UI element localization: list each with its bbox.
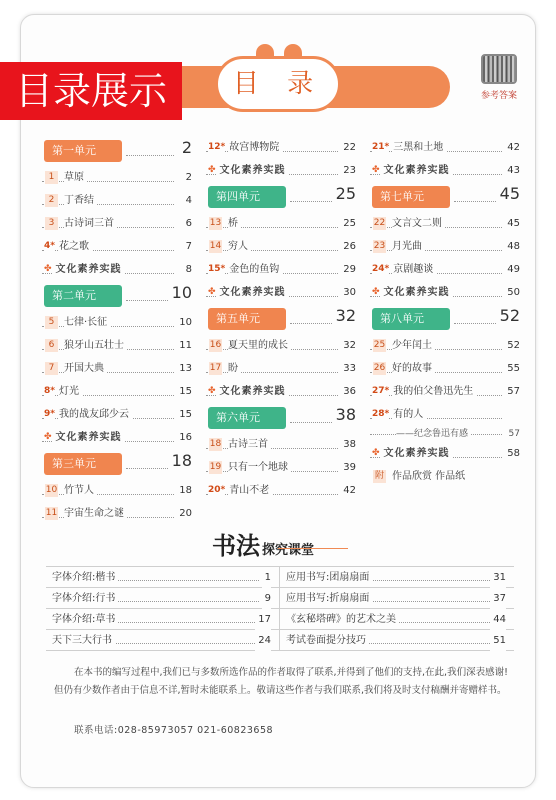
practice-leaf-icon: ✤ [208,386,216,396]
page-number: 51 [490,630,506,651]
lesson-number: 9* [44,409,55,419]
practice-title: 文化素养实践 [380,287,453,298]
leader-dots [370,372,502,373]
page-number: 29 [340,258,356,281]
lesson-title: 桥 [228,218,241,229]
leader-dots [454,323,502,324]
page-number: 15 [176,380,192,403]
leader-dots [42,204,174,205]
lesson-title: 京剧趣谈 [393,264,436,275]
page-number: 24 [255,630,271,651]
toc-entry[interactable] [42,166,192,189]
page-number: 44 [490,609,506,630]
heading-underline [278,548,348,549]
practice-entry[interactable] [42,426,192,449]
practice-entry[interactable] [206,380,356,403]
practice-title: 文化素养实践 [380,448,453,459]
page-number: 13 [176,357,192,380]
page-number: 57 [506,426,520,442]
page-number: 31 [490,567,506,588]
page-number: 10 [176,311,192,334]
qr-code-icon [481,54,517,84]
lesson-number: 7 [45,362,58,375]
toc-subtitle [370,426,520,442]
entry-title: 字体介绍:行书 [52,593,118,604]
toc-entry[interactable] [206,433,356,456]
entry-title: 考试卷面提分技巧 [286,635,369,646]
toc-entry[interactable] [206,479,356,502]
leader-dots [206,494,338,495]
appendix-entry[interactable] [370,465,520,489]
leader-dots [454,201,502,202]
unit-heading[interactable] [206,184,356,210]
unit-label: 第七单元 [372,186,450,208]
practice-title: 文化素养实践 [52,432,125,443]
practice-title: 文化素养实践 [216,386,289,397]
practice-leaf-icon: ✤ [372,287,380,297]
practice-entry[interactable] [206,281,356,304]
practice-leaf-icon: ✤ [372,448,380,458]
entry-title: 应用书写:团扇扇面 [286,572,372,583]
lesson-number: 21* [372,142,390,152]
page-title: 目 录 [215,56,341,112]
leader-dots [370,349,502,350]
unit-label: 第一单元 [44,140,122,162]
lesson-title: 灯光 [59,386,82,397]
lesson-title: 故宫博物院 [229,142,282,153]
table-row [46,609,514,630]
lesson-title: 丁香结 [64,195,97,206]
practice-leaf-icon: ✤ [372,165,380,175]
subtitle-text: ——纪念鲁迅有感 [396,429,471,439]
unit-heading[interactable] [370,306,520,332]
lesson-title: 盼 [228,363,241,374]
lesson-number: 14 [209,241,222,251]
lesson-number: 4* [44,241,55,251]
page-number: 10 [169,283,192,302]
lesson-number: 5 [45,316,58,329]
entry-title: 字体介绍:草书 [52,614,118,625]
leader-dots [206,250,338,251]
page-number: 42 [504,136,520,159]
toc-column-2 [206,136,356,502]
entry-title: 天下三大行书 [52,635,115,646]
lesson-title: 好的故事 [392,363,435,374]
leader-dots [370,250,502,251]
page-number: 1 [262,567,271,588]
lesson-title: 只有一个地球 [228,462,291,473]
qr-label: 参考答案 [480,91,517,101]
lesson-number: 6 [45,339,58,352]
leader-dots [290,323,338,324]
page-number: 38 [340,433,356,456]
lesson-number: 28* [372,409,390,419]
calligraphy-entry[interactable] [280,609,514,629]
appendix-mark: 附 [374,470,384,481]
page-number: 15 [176,403,192,426]
lesson-title: 宇宙生命之谜 [64,508,127,519]
toc-entry[interactable] [206,235,356,258]
leader-dots [370,418,502,419]
leader-dots [126,155,174,156]
page-number: 30 [340,281,356,304]
lesson-number: 1 [45,171,58,184]
page-number: 50 [504,281,520,304]
page-number: 4 [183,189,192,212]
lesson-title: 七律·长征 [64,317,110,328]
page-number: 58 [504,442,520,465]
toc-entry[interactable] [206,258,356,281]
lesson-number: 20* [208,485,226,495]
lesson-number: 22 [373,218,386,228]
contact-phone: 联系电话:028-85973057 021-60823658 [74,725,274,736]
page-number: 32 [340,334,356,357]
page-number: 48 [504,235,520,258]
lesson-title: 花之歌 [59,241,92,252]
unit-label: 第八单元 [372,308,450,330]
toc-entry[interactable] [370,136,520,159]
toc-entry[interactable] [206,212,356,235]
unit-label: 第四单元 [208,186,286,208]
unit-label: 第六单元 [208,407,286,429]
toc-entry[interactable] [370,212,520,235]
lesson-number: 19 [209,462,222,472]
lesson-number: 24* [372,264,390,274]
practice-entry[interactable] [370,281,520,304]
page-number: 52 [497,306,520,325]
lesson-number: 27* [372,386,390,396]
toc-entry[interactable] [42,380,192,403]
toc-entry[interactable] [206,357,356,380]
practice-title: 文化素养实践 [52,264,125,275]
toc-entry[interactable] [206,136,356,159]
lesson-number: 13 [209,218,222,228]
unit-heading[interactable] [42,283,192,309]
lesson-number: 15* [208,264,226,274]
page-number: 38 [333,405,356,424]
toc-entry[interactable] [370,357,520,380]
toc-entry[interactable] [370,334,520,357]
unit-heading[interactable] [42,451,192,477]
page-number: 2 [183,166,192,189]
promo-banner: 目录展示 [0,62,182,120]
toc-entry[interactable] [206,456,356,479]
answer-qr[interactable] [470,54,528,118]
appendix-title: 作品欣赏 作品纸 [392,471,466,482]
toc-entry[interactable] [42,403,192,426]
page-number: 22 [340,136,356,159]
page-number: 37 [490,588,506,609]
page-number: 36 [340,380,356,403]
lesson-title: 我的伯父鲁迅先生 [393,386,476,397]
toc-entry[interactable] [206,334,356,357]
calligraphy-subtitle: 探究课堂 [262,543,315,558]
toc-entry[interactable] [42,235,192,258]
lesson-number: 26 [373,363,386,373]
page-number: 55 [504,357,520,380]
leader-dots [206,227,338,228]
toc-entry[interactable] [370,403,520,426]
page-number: 23 [340,159,356,182]
practice-leaf-icon: ✤ [44,264,52,274]
lesson-number: 8* [44,386,55,396]
lesson-number: 2 [45,194,58,207]
calligraphy-entry[interactable] [46,609,280,629]
lesson-number: 18 [209,439,222,449]
page-number: 25 [340,212,356,235]
practice-title: 文化素养实践 [380,165,453,176]
leader-dots [42,181,174,182]
leader-dots [290,201,338,202]
toc-entry[interactable] [42,212,192,235]
page-number: 9 [262,588,271,609]
lesson-title: 有的人 [393,409,426,420]
page-number: 26 [340,235,356,258]
leader-dots [126,468,174,469]
lesson-number: 10 [45,485,58,495]
acknowledgement-note: 在本书的编写过程中,我们已与多数所选作品的作者取得了联系,并得到了他们的支持,在此,我们深表感谢!但仍有少数作者由于信息不详,暂时未能联系上。敬请这些作者与我们联系,我们将及时支付稿酬并寄赠样书。 [54,667,508,696]
calligraphy-title: 书法 [212,531,260,560]
leader-dots [206,448,338,449]
page-number: 6 [183,212,192,235]
page-number: 57 [504,380,520,403]
calligraphy-entry[interactable] [280,588,514,608]
lesson-title: 青山不老 [229,485,272,496]
unit-heading[interactable] [370,184,520,210]
lesson-title: 月光曲 [392,241,425,252]
practice-leaf-icon: ✤ [44,432,52,442]
unit-label: 第五单元 [208,308,286,330]
lesson-title: 夏天里的成长 [228,340,291,351]
page-number: 42 [340,479,356,502]
lesson-number: 25 [373,340,386,350]
leader-dots [42,372,174,373]
lesson-title: 文言文二则 [392,218,445,229]
leader-dots [290,422,338,423]
toc-entry[interactable] [370,235,520,258]
entry-title: 字体介绍:楷书 [52,572,118,583]
page-number: 32 [333,306,356,325]
toc-column-1 [42,136,192,525]
table-row [46,567,514,588]
page-number: 49 [504,258,520,281]
calligraphy-entry[interactable] [46,588,280,608]
page-number: 25 [333,184,356,203]
leader-dots [42,494,174,495]
page-number: 11 [176,334,192,357]
unit-heading[interactable] [206,306,356,332]
page-number: 52 [504,334,520,357]
calligraphy-entry[interactable] [46,630,280,650]
page-number: 43 [504,159,520,182]
calligraphy-heading [212,526,352,560]
page-number: 7 [183,235,192,258]
lesson-title: 三黑和土地 [393,142,446,153]
lesson-title: 我的战友邱少云 [59,409,132,420]
page-number: 45 [497,184,520,203]
practice-title: 文化素养实践 [216,165,289,176]
page-number: 18 [169,451,192,470]
practice-entry[interactable] [206,159,356,182]
page-number: 20 [176,502,192,525]
calligraphy-table [46,566,514,651]
toc-entry[interactable] [42,479,192,502]
unit-label: 第三单元 [44,453,122,475]
lesson-title: 草原 [64,172,87,183]
page-number: 33 [340,357,356,380]
lesson-number: 17 [209,363,222,373]
toc-entry[interactable] [42,502,192,525]
entry-title: 《玄秘塔碑》的艺术之美 [286,614,399,625]
page-number: 45 [504,212,520,235]
lesson-title: 金色的鱼钩 [229,264,282,275]
practice-title: 文化素养实践 [216,287,289,298]
calligraphy-entry[interactable] [46,567,280,587]
lesson-title: 古诗词三首 [64,218,117,229]
page-number: 2 [179,138,192,157]
toc-entry[interactable] [42,189,192,212]
lesson-number: 3 [45,217,58,230]
lesson-number: 23 [373,241,386,251]
leader-dots [206,372,338,373]
toc-entry[interactable] [42,334,192,357]
toc-entry[interactable] [42,357,192,380]
practice-entry[interactable] [370,159,520,182]
practice-leaf-icon: ✤ [208,287,216,297]
toc-entry[interactable] [370,380,520,403]
leader-dots [126,300,174,301]
calligraphy-entry[interactable] [280,630,514,650]
entry-title: 应用书写:折扇扇面 [286,593,372,604]
toc-column-3 [370,136,520,489]
table-row [46,630,514,651]
lesson-title: 少年闰土 [392,340,435,351]
unit-heading[interactable] [206,405,356,431]
unit-label: 第二单元 [44,285,122,307]
practice-leaf-icon: ✤ [208,165,216,175]
leader-dots [370,273,502,274]
calligraphy-entry[interactable] [280,567,514,587]
lesson-title: 开国大典 [64,363,107,374]
toc-entry[interactable] [370,258,520,281]
toc-entry[interactable] [42,311,192,334]
lesson-title: 竹节人 [64,485,97,496]
lesson-title: 狼牙山五壮士 [64,340,127,351]
practice-entry[interactable] [42,258,192,281]
lesson-number: 12* [208,142,226,152]
page-number: 16 [176,426,192,449]
lesson-number: 16 [209,340,222,350]
table-row [46,588,514,609]
page-number: 18 [176,479,192,502]
unit-heading[interactable] [42,138,192,164]
lesson-title: 古诗三首 [228,439,271,450]
lesson-title: 穷人 [228,241,251,252]
lesson-number: 11 [45,508,58,518]
page-number: 8 [183,258,192,281]
practice-entry[interactable] [370,442,520,465]
page-number: 39 [340,456,356,479]
page-number: 17 [255,609,271,630]
